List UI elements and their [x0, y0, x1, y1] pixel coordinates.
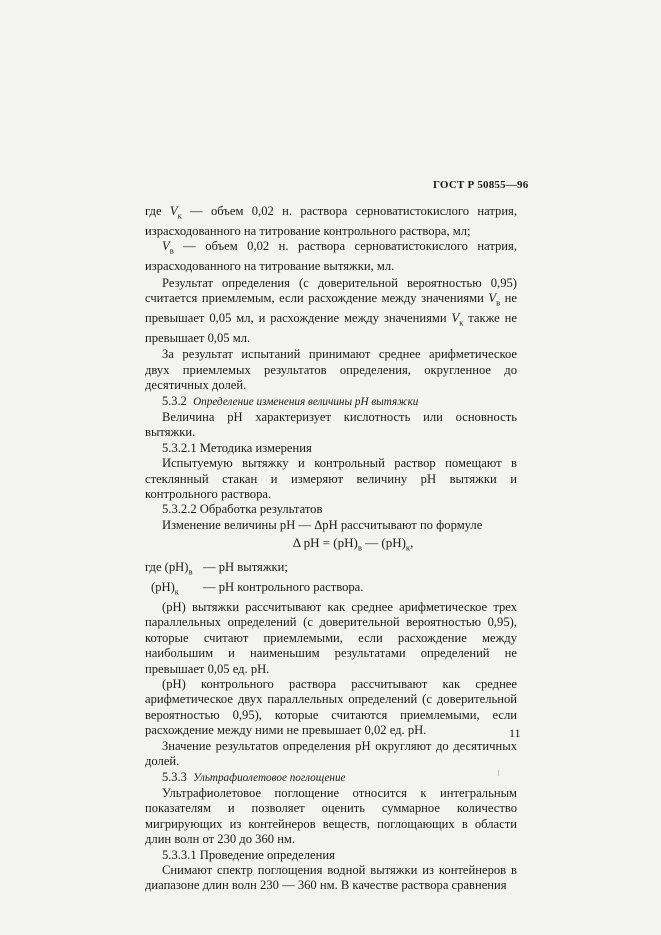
paragraph-spectrum: Снимают спектр поглощения водной вытяжки из контейнеров в диапазоне длин волн 230 — 360 нм. В качестве раствора сравнения [145, 862, 517, 893]
scan-mark [498, 770, 499, 776]
definition-vk: где $V_к$ — объем 0,02 н. раствора серноватистокислого натрия, израсходованного на титрование контрольного раствора, мл; [145, 204, 518, 238]
body-text [145, 204, 517, 894]
standard-header: ГОСТ Р 50855—96 [433, 179, 529, 191]
paragraph-result: За результат испытаний принимают среднее арифметическое двух приемлемых результатов определения, округленное до десятичных долей. [145, 347, 517, 393]
formula-delta-ph: Δ рН = $(рН)_в$ — $(рН)_к$, [292, 535, 414, 553]
section-heading-5-3-3-1: 5.3.3.1 Проведение определения [162, 847, 335, 862]
section-heading-5-3-2-1: 5.3.2.1 Методика измерения [162, 440, 312, 455]
section-heading-5-3-2: 5.3.2 Определение изменения величины рН вытяжки [162, 393, 419, 408]
definition-ph-v: где $(рН)_в$ — рН вытяжки; [145, 560, 288, 577]
paragraph-formula-intro: Изменение величины рН — ΔрН рассчитывают по формуле [162, 517, 483, 532]
paragraph-uv: Ультрафиолетовое поглощение относится к интегральным показателям и позволяет оценить суммарное количество мигрирующих из контейнеров веществ, поглощающих в области длин волн от 230 до 360 нм. [145, 785, 517, 847]
definition-ph-k: $(рН)_к$ — рН контрольного раствора. [151, 580, 364, 597]
paragraph-rounding: Значение результатов определения рН округляют до десятичных долей. [145, 738, 517, 769]
page-number: 11 [509, 726, 521, 740]
definition-vv: $V_в$ — объем 0,02 н. раствора серноватистокислого натрия, израсходованного на титрование вытяжки, мл. [145, 239, 517, 274]
paragraph-ph-extract: (рН) вытяжки рассчитывают как среднее арифметическое трех параллельных определений (с доверительной вероятностью 0,95), которые считают приемлемыми, если расхождение между наибольшим и наименьшим результатами определений не превышает 0,05 ед. рН. [145, 600, 517, 676]
paragraph-ph-definition: Величина рН характеризует кислотность или основность вытяжки. [145, 409, 517, 440]
paragraph-ph-control: (рН) контрольного раствора рассчитывают как среднее арифметическое двух параллельных определений (с доверительной вероятностью 0,95), которые считаются приемлемыми, если расхождение между ними не превышает 0,02 ед. рН. [145, 677, 517, 738]
section-heading-5-3-3: 5.3.3 Ультрафиолетовое поглощение [162, 769, 346, 784]
section-heading-5-3-2-2: 5.3.2.2 Обработка результатов [162, 502, 323, 517]
paragraph-method: Испытуемую вытяжку и контрольный раствор помещают в стеклянный стакан и измеряют величину рН вытяжки и контрольного раствора. [145, 456, 517, 501]
paragraph-acceptance: Результат определения (с доверительной вероятностью 0,95) считается приемлемым, если расхождение между значениями $V_в$ не превышает 0,05 мл, и расхождение между значениями $V_к$ также не превышает 0,05 мл. [145, 275, 517, 345]
